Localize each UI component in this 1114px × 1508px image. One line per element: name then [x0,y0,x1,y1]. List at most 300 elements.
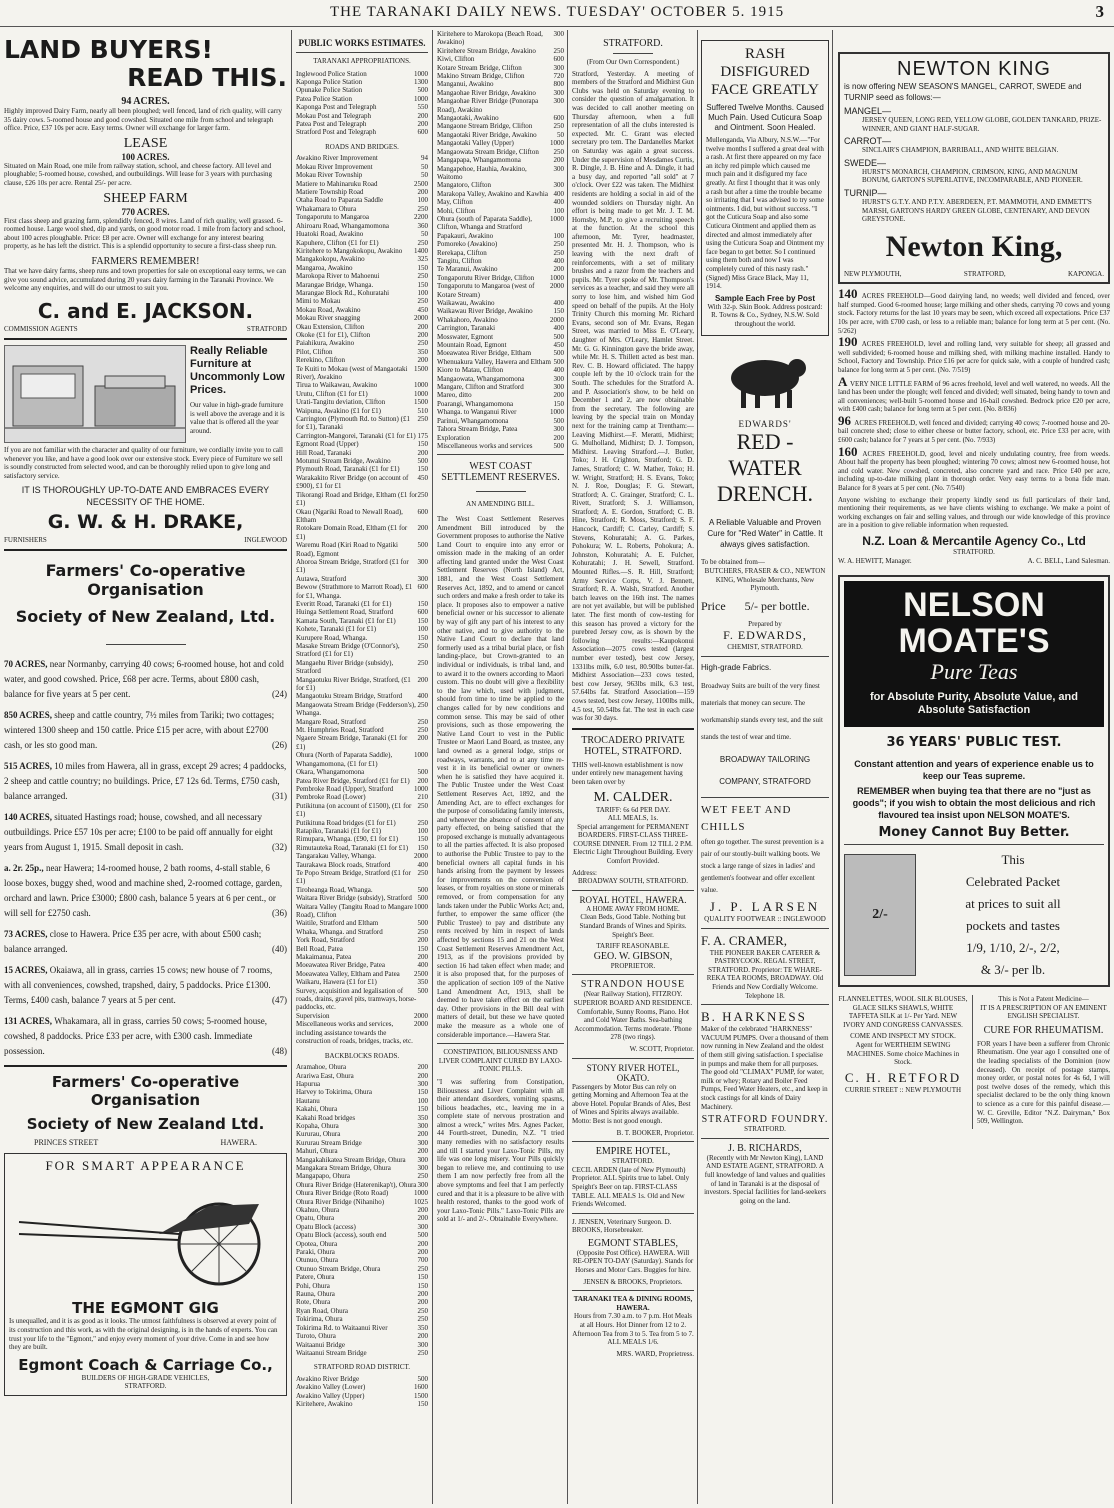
estimate-row [296,323,428,331]
estimate-row [296,289,428,297]
estimate-row [296,188,428,196]
estimate-row [296,247,428,255]
estimate-amount: 300 [553,181,564,190]
estimate-amount: 200 [417,1332,428,1341]
estimate-item: Mangapehoe, Hauhia, Awakino, Waitomo [437,164,527,181]
estimate-amount: 1000 [550,214,564,223]
estimate-item: Patea Post and Telegraph [296,120,367,129]
hewitt-name: W. A. HEWITT, Manager. [838,556,912,565]
carrot-label: CARROT— [844,136,891,147]
estimate-amount: 94 [421,154,428,163]
rheumatism-ad [977,995,1110,1129]
farm-listing [4,1014,287,1059]
drench-price [701,599,829,614]
farmers-coop-title: Farmers' Co-operative Organisation [45,560,246,599]
listing-head: 131 ACRES, [4,1015,55,1026]
estimate-amount: 350 [417,347,428,356]
estimate-item: Mangapapa, Whangamomona [437,156,521,165]
estimate-row [296,1172,428,1180]
estimate-item: Waikaru, Hawera (£1 for £1) [296,978,377,987]
estimate-item: Ohura River Bridge (Haterenikap't), Ohura [296,1180,417,1189]
estimate-item: Waipuna, Awakino (£1 for £1) [296,406,381,415]
column-rule [291,30,292,1504]
cow-icon [701,344,829,414]
taranaki-tea-text: Hours from 7.30 a.m. to 7 p.m. Hot Meals at all Hours. Hot Dinner from 12 to 2. Afternoon Tea from 3 to 5. Tea from 5 to 7. ALL MEALS 1/6. [572,1312,694,1347]
estimate-item: Kiwi, Clifton [437,55,475,64]
estimate-item: Mangatoro, Clifton [437,181,492,190]
estimate-amount: 300 [417,1079,428,1088]
estimate-row [437,425,564,433]
estimate-item: Opotea, Ohura [296,1239,338,1248]
estimate-amount: 250 [417,1348,428,1357]
estimate-amount: 200 [417,448,428,457]
estimate-amount: 200 [417,1147,428,1156]
estimate-row [437,257,564,265]
jackson-location: STRATFORD [246,324,287,333]
estimate-row [296,474,428,491]
newton-king-title: NEWTON KING [897,58,1051,80]
estimate-amount: 200 [417,1214,428,1223]
divider [701,656,829,657]
farmers-remember: FARMERS REMEMBER! [91,255,200,267]
estimate-row [296,365,428,382]
estimate-item: Mangakara Stream Bridge, Ohura [296,1163,391,1172]
royal-title: ROYAL HOTEL, HAWERA. [579,894,687,905]
estimate-item: Patea River Bridge, Stratford (£1 for £1) [296,776,410,785]
estimate-item: Motunui Stream Bridge, Awakino [296,457,391,466]
estimate-amount: 200 [417,330,428,339]
estimate-amount: 50 [421,230,428,239]
estimate-row [296,802,428,819]
egmont-coach-name: Egmont Coach & Carriage Co., [18,1355,273,1374]
listing-head: 73 ACRES, [4,928,50,939]
packet-line-2: Celebrated Packet [965,874,1061,889]
divider [4,549,287,551]
rash-headline-2: FACE GREATLY [711,82,819,98]
divider [701,928,829,929]
estimate-item: Parinui, Whangamomona [437,416,509,425]
estimate-row [437,358,564,366]
estimate-row [296,600,428,608]
estimate-amount: 250 [417,339,428,348]
estimate-amount: 100 [417,1096,428,1105]
estimate-amount: 100 [417,196,428,205]
estimate-item: Ryan Road, Ohura [296,1306,349,1315]
estimate-item: Miscellaneous works and services [437,441,533,450]
column-rule [697,30,698,1504]
builders-location: STRATFORD. [124,1382,167,1391]
estimate-item: Mangaotaki Valley (Upper) [437,139,514,148]
estimate-item: Hapurua [296,1079,321,1088]
estimate-item: Awakino Valley (Lower) [296,1383,366,1392]
estimate-amount: 150 [417,843,428,852]
estimate-item: Everitt Road, Taranaki (£1 for £1) [296,599,392,608]
estimate-amount: 200 [417,111,428,120]
bell-name: A. C. BELL, Land Salesman. [1027,556,1110,565]
estimate-item: Rotokare Domain Road, Eltham (£1 for £1) [296,524,408,541]
listing-text: ACRES FREEHOLD—Good dairying land, no weeds; well divided and fenced, over half stumped. Good 6-roomed house; large milking and other sheds, carrying 70 cows and young stock. Factory returns for the last 10 years may be seen, which exceed all expectations. Price £37 10s per acre, with £700 cash, or less to a reliable man; balance for long term at 5 per cent. [838,292,1110,326]
egmont-gig-ad [4,1153,287,1396]
estimate-row [437,47,564,55]
agent-text: Agent for WERTHEIM SEWING MACHINES. Some choice Machines in Stock. [846,1040,960,1067]
estimate-row [296,634,428,642]
estimate-amount: 50 [421,162,428,171]
estimate-item: Tongaporutu to Mangaroa [296,213,369,222]
estimate-item: Mangaohae River Bridge (Ponorapa Road), Awakino [437,97,539,114]
estimate-amount: 800 [553,80,564,89]
estimate-row [296,676,428,693]
furniture-side-text: Our value in high-grade furniture is well above the average and it is value that is offered all the year around. [190,401,285,435]
egmont-stables-ad [572,1218,694,1287]
estimate-item: Mangakokopu, Awakino [296,255,365,264]
listing-text: ACRES FREEHOLD, level and rolling land, very suitable for sheep; all grassed and well subdivided; 6-roomed house and milking shed, with milking machine installed. Handy to School, Factory and Township. Price £16 per acre for quick sale, with a couple of hundred cash; balance for long term at 5 per cent. [838,340,1110,374]
estimate-amount: 200 [417,188,428,197]
estimate-amount: 300 [553,425,564,434]
prescription-label: IT IS A PRESCRIPTION OF AN EMINENT ENGLISH SPECIALIST. [980,1003,1107,1021]
estimate-row [296,692,428,700]
estimate-item: Mangaone Stream Bridge, Clifton [437,122,533,131]
harkness-ad [701,1009,829,1134]
estimate-row [296,222,428,230]
estimate-amount: 1000 [414,784,428,793]
estimate-amount: 600 [417,128,428,137]
estimate-amount: 2000 [414,1011,428,1020]
estimate-amount: 500 [553,441,564,450]
estimate-item: Mangaotuku River Bridge, Stratford, (£1 for £1) [296,675,411,693]
estimate-item: Whanga. to Wanganui River [437,408,517,417]
estimate-amount: 200 [553,391,564,400]
drake-furnishers: FURNISHERS [4,535,47,544]
wet-feet-heading: WET FEET AND CHILLS [701,804,792,834]
estimate-row [296,1341,428,1349]
gibson-name: GEO. W. GIBSON, [593,950,673,962]
estimate-row [296,1256,428,1264]
estimate-amount: 2500 [414,179,428,188]
richards-ad [701,1143,829,1206]
coop2-footer [4,1139,287,1147]
estimate-row [296,171,428,179]
estimate-row [437,198,564,206]
estimate-item: Waitaanui Stream Bridge [296,1348,367,1357]
read-this-headline: READ THIS. [127,63,287,92]
farm-listing [4,708,287,753]
estimate-item: Kiritehere to Marokopa (Beach Road, Awakino) [437,30,543,47]
swede-label: SWEDE— [844,157,887,168]
estimate-amount: 350 [417,978,428,987]
estimate-item: Moeawatea River Bridge, Eltham [437,349,532,358]
divider [572,1213,694,1214]
estimate-item: Rauna, Ohura [296,1290,335,1299]
public-test: 36 YEARS' PUBLIC TEST. [886,735,1062,750]
estimate-row [296,281,428,289]
nz-loan-location: STRATFORD. [953,548,995,556]
estimate-amount: 1500 [414,364,428,373]
estimate-amount: 1000 [414,94,428,103]
packet-text [922,849,1104,981]
divider [572,1058,694,1059]
estimate-row [296,861,428,869]
listing-text: situated Hastings road; house, cowshed, and all necessary outbuildings. Price £57 10s per acre; £100 to be paid off annually for eight years from August 1, 1915. Small deposit in cash. [4,811,273,852]
estimate-row [437,333,564,341]
estimate-item: Pembroke Road (Lower) [296,793,366,802]
listing-head: 140 ACRES, [4,811,55,822]
estimate-row [296,583,428,600]
packet-line-6: & 3/- per lb. [980,962,1046,977]
estimate-amount: 500 [553,332,564,341]
estimate-row [437,55,564,63]
estimate-item: Ohura River Bridge (Nihaniho) [296,1197,385,1206]
estimate-item: Exploration [437,433,471,442]
larsen-ad [701,802,829,924]
estimate-item: Huatoki Road, Awakino [296,230,364,239]
estimate-item: Te Popo Stream Bridge, Stratford (£1 for £1) [296,868,411,886]
royal-hotel-ad [572,895,694,971]
estimate-amount: 200 [417,1239,428,1248]
estimate-item: Waitile, Stratford and Eltham [296,919,379,928]
estimate-row [437,316,564,324]
pure-teas: Pure Teas [930,659,1018,684]
estimate-row [437,156,564,164]
estimate-row [296,785,428,793]
land-buyers-ad [4,36,287,333]
listing-number: (No. 7/519) [937,365,971,374]
estimate-item: Carrington (Plymouth Rd. to Sutton) (£1 for £1), Taranaki [296,415,410,432]
estimate-item: Mt. Humphries Road, Stratford [296,726,384,735]
estimate-item: Mimi to Mokau [296,297,341,306]
estimate-item: Warakakito River Bridge (on account of £900), £1 for £1 [296,473,409,491]
estimate-row [437,80,564,88]
estimate-amount: 300 [417,574,428,583]
estimate-item: Tangarakau Valley, Whanga. [296,852,377,861]
tailoring-name: BROADWAY TAILORING COMPANY, STRATFORD [719,755,811,787]
estimate-item: Rerekino, Clifton [296,356,345,365]
estimate-row [296,987,428,1012]
farm-listing [4,657,287,702]
estimate-amount: 1000 [414,381,428,390]
estimate-amount: 100 [553,206,564,215]
estimate-amount: 150 [553,399,564,408]
estimate-amount: 200 [417,675,428,684]
estimate-row [296,205,428,213]
estimate-amount: 300 [417,557,428,566]
estimate-item: Mohi, Clifton [437,206,476,215]
estimate-item: Mangare Road, Stratford [296,717,366,726]
estimate-item: Mangaotaki River Bridge, Awakino [437,130,537,139]
estimate-item: Kakahi Road bridges [296,1113,356,1122]
estimate-row [437,131,564,139]
nelson-moate-banner [844,581,1104,727]
estimate-item: Mangaohae River Bridge, Awakino [437,88,536,97]
estimate-item: Kaponga Post and Telegraph [296,103,377,112]
estimate-row [296,1097,428,1105]
turnip-text: HURST'S G.T.Y. AND P.T.Y. ABERDEEN, P.T. MAMMOTH, AND EMMETT'S MARSH, GARTON'S HARDY GREEN GLOBE, CENTENARY, AND DEVON GREYSTONE. [862,197,1092,224]
estimate-item: Manganui, Awakino [437,80,494,89]
estimate-row [437,148,564,156]
district-heading: STRATFORD ROAD DISTRICT. [313,1363,411,1372]
divider [701,1004,829,1005]
moate-remember: REMEMBER when buying tea that there are no "just as goods"; if you wish to obtain the most delicious and rich flavoured tea insist upon NELSON MOATE'S. [852,786,1096,820]
masthead [0,0,1114,27]
estimate-row [296,894,428,902]
estimate-row [296,1324,428,1332]
estimate-amount: 250 [417,818,428,827]
stony-title: STONY RIVER HOTEL, OKATO. [586,1062,680,1083]
estimate-row [296,558,428,575]
furniture-image [4,345,186,443]
estimate-item: Ohura River Bridge (Roto Road) [296,1189,389,1198]
edwards-label: EDWARDS' [738,419,792,430]
listing-head: 160 [838,443,863,459]
estimate-amount: 100 [417,288,428,297]
estimate-amount: 200 [417,1298,428,1307]
estimate-row [437,324,564,332]
estimate-item: Whakahoro, Awakino [437,315,498,324]
furniture-caps: IT IS THOROUGHLY UP-TO-DATE AND EMBRACES EVERY NECESSITY OF THE HOME. [21,484,270,507]
drench-headline: DRENCH. [717,481,813,507]
estimate-amount: 2500 [414,969,428,978]
royal-text: Clean Beds, Good Table. Nothing but Standard Brands of Wines and Spirits. Speight's Beer. [579,913,687,939]
estimate-item: Otunuo, Ohura [296,1256,338,1265]
estimate-amount: 250 [417,801,428,810]
roads-list [296,154,428,1045]
estimate-amount: 400 [553,299,564,307]
rash-sub: Suffered Twelve Months. Caused Much Pain. Used Cuticura Soap and Ointment. Soon Healed. [706,103,824,132]
estimate-item: Kururau Stream Bridge [296,1138,362,1147]
estimate-amount: 450 [417,305,428,314]
estimate-item: Patea Police Station [296,94,352,103]
estimate-amount: 500 [417,541,428,550]
estimate-item: Ratapiko, Taranaki (£1 for £1) [296,826,382,835]
estimate-row [437,417,564,425]
estimate-amount: 400 [553,366,564,375]
column-3 [437,30,564,1505]
estimate-amount: 1500 [414,1391,428,1400]
estimate-row [296,348,428,356]
estimate-row [296,768,428,776]
listing-head: 70 ACRES, [4,658,50,669]
nelson-moate-ad [838,575,1110,987]
estimate-row [437,375,564,383]
estimate-amount: 400 [553,189,564,198]
estimate-item: Pomoreko (Awakino) [437,240,498,249]
trocadero-ad [572,735,694,886]
estimate-amount: 250 [417,415,428,424]
estimate-row [296,112,428,120]
estimate-amount: 150 [417,835,428,844]
estimate-row [296,777,428,785]
estimate-item: Kiritehere Stream Bridge, Awakino [437,46,536,55]
estimate-row [437,30,564,47]
strandon-ad [572,979,694,1053]
estimate-item: Marokopa River to Mahoenui [296,272,380,281]
estimate-row [296,196,428,204]
estimate-item: Waitara Valley (Tangitu Road to Mangare Road), Clifton [296,902,413,919]
listing-head: 515 ACRES, [4,760,55,771]
sheep-acres: 770 ACRES. [121,206,170,217]
estimate-item: Kopaha, Ohura [296,1121,339,1130]
estimate-amount: 300 [553,30,564,38]
estimate-amount: 360 [417,221,428,230]
estimate-item: Urati-Tangitu deviation, Clifton [296,398,386,407]
wcs-text: The West Coast Settlement Reserves Amendment Bill introduced by the Government proposes to authorise the Native Land Court to enquire into any error or omission made in the making of an order affecting land granted under the West Coast Settlement Reserves (North Island) Act, 1881, and the West Coast Settlement Reserves Act, 1892, and to amend or cancel such orders and make a fresh order to take its place. It proposes also to empower a native beneficial owner or his successor to alienate by way of gift any part of his interest to any other native, and to give authority to the Native Land Court to declare that land formerly used as a tribal burial place, or fish landing-place, but Crown-granted to an individual or individuals, is tribal land, and to award it to the owners according to Maori custom. This no doubt will give a flexibility to the law which, used with judgment, should from time to time be applied to the changes called for by new conditions and common sense. This may be said of other provisions, such as those empowering the Native Land Court to vest in the Public Trustee or Maori Land Board, as trustee, any land owned as a general lodge, strips or roadways, warrants, and to at any time re-vest it in its beneficial owner or owners when he is satisfied they have acquired it. The Public Trustee under the West Coast Settlement Reserves Act, 1892, and the Amending Act, are to effect exchanges for the purpose of consolidating family interests, and whenever the absence of consent of any party effected, on being satisfied that the proposed exchange is mutually advantageous to all the parties affected. It is also proposed to authorise the Public Trustee to pay to the beneficial owners all capital funds in his hands arising from the payment by lessees for improvements on the conversion of leases, or from royalties on stone or minerals removed, or from compensation for any lands taken under the Public Works Act; and, further, to empower the same officer (the Public Trustee) to pay and distribute any rents received by him in respect of lands affected by sections 15 and 21 on the West Coast Settlement Reserves Amendment Act, 1913, as if the provisions provided by section 16 had taken effect when made; and it is also proposed that, for the purposes of the application of section 109 of the Native Land Amendment Act, 1913, shall be deemed to have taken effect on the earliest day. Other provisions in the Bill deal with matters of detail, but these we have quoted make the measure as a whole one of considerable importance.—Hawera Star. [437,514,564,1039]
estimate-item: Mokau Post and Telegraph [296,111,372,120]
estimate-row [296,970,428,978]
estimate-item: Ohura (south of Paparata Saddle), Clifton, Whanga and Stratford [437,214,533,232]
cramer-text: THE PIONEER BAKER CATERER & PASTRYCOOK. REGAL STREET, STRATFORD. Proprietor: TE WHARE-REKA TEA ROOMS, BROADWAY. Old Friends and New Cordially Welcome. Telephone 18. [706,948,824,1000]
larsen-name: J. P. LARSEN [709,899,821,915]
estimate-item: Opunake Police Station [296,86,363,95]
estimate-item: Poarangi, Whangamomona [437,399,514,408]
nz-loan-listings [838,286,1110,493]
estimate-item: Moeawatea River Bridge, Patea [296,961,386,970]
listing-text: sheep and cattle country, 7½ miles from Tariki; two cottages; wintered 1300 sheep and 150 cattle. Price £15 per acre, with about £2700 cash, or les sto good man. [4,709,275,750]
estimate-row [296,1072,428,1080]
newton-king-ad [838,52,1110,284]
estimate-row [437,400,564,408]
listing-head: 15 ACRES, [4,964,50,975]
mangel-text: JERSEY QUEEN, LONG RED, YELLOW GLOBE, GOLDEN TANKARD, PRIZE-WINNER, AND GIANT HALF-SUGAR. [862,116,1102,133]
estimate-amount: 2000 [414,852,428,861]
jackson-footer [4,325,287,333]
column-2 [296,30,428,1505]
estimate-row [296,398,428,406]
sheep-title: SHEEP FARM [103,190,188,206]
estimate-row [296,1265,428,1273]
estimate-amount: 200 [553,265,564,274]
estimate-amount: 1000 [414,902,428,911]
drake-furniture-ad [4,345,287,544]
estimate-amount: 400 [553,198,564,207]
public-works-title: PUBLIC WORKS ESTIMATES. [298,38,426,48]
stratford-news: Stratford, Yesterday. A meeting of members of the Stratford and Midhirst Gun Clubs was held on Saturday evening to consider the question of amalgamation. It was decided to call another meeting on Thursday afternoon, when a full representation of all the clubs interested is expected. Mr. C. Grant was elected secretary pro tem. The Dardanelles Market on Saturday was again a great success. Under the supervision of Mesdames Curtis, R. Dingle, J. B. Hine and A. Dingle, it had a busy day, and reported "all sold" at 7 o'clock. Over £22 was taken. The Midhirst residents are holding a social in aid of the wounded soldiers on Thursday night. An effort is being made to get Mr. J. T. M. Hornsby, M.P., to give a recruiting speech at the function. At the school this afternoon, Mr. Tyrer, headmaster, presented Mr. H. J. Thompson, who is leaving with the next draft of reinforcements, with a set of military brushes and a razor from the teachers and pupils. Mr. Tyrer spoke of Mr. Thompson's services as a teacher, and said they were all sorry to lose him, and wished him God speed on behalf of the pupils. At the Holy Trinity Church this morning Mr. Richard Evans, second son of Mr. Evans, Regan Street, was married to Miss E. O'Leary, daughter of Mrs. O'Leary, Hamlet Street. Mr. G. G. Kinnington gave the bride away, while Mr. H. S. Thillett acted as best man. Rev. C. B. Howard officiated. The happy couple left by the 10 o'clock train for the South. The schedules for the Stratford A. and P. Association's show, to be held on December 1 and 2, are now obtainable from the secretary. The following are leaving by the special train on Monday next for the training camp at Trentham:— Leaving Midhirst.—F. Meratti, Midhirst; G. Mulholland, Midhirst; D. J. Tompson, Midhirst. Leaving Stratford.—J. Butler, Toko; J. H. Crighton, Stratford; G. D. James, Stratford; C. W. Mather, Toko; H. W. Wright, Stratford; H. S. Evans, Toko; N. J. Roe, Douglas; F. G. Stewart, Stratford; A. C. Grainger, Stratford; C. L. Rivett, Stratford; S. J. Williamson, Stratford; A. E. Gordon, Stratford; C. B. Hine, Stratford; R. Moss, Stratford; S. F. Hancock, Cardiff; C. Carley, Cardiff; S. Stevens, Kohuratahi; A. G. Parkes, Pohokura; W. L. Roberts, Pohokura; A. Johnston, Kohuratahi; A. E. Fulcher, Kohuratahi; J. H. Sewell, Stratford. Mounted Rifles.—S. R. Hill, Stratford; Army Service Corps, V. J. Bennett, Stratford; R. A. Walsh, Stratford. Another batch leaves on the 16th inst. The names are not yet available, but will be published later. The first month of cow-testing for this season has proved a victory for the purebred Jersey cow, as is shown by the following results:—Kaupokonui Association—2075 cows tested (largest number ever tested), best cow Jersey, 1331lbs milk, 6.0 test, 80.90lbs butter-fat. Midhirst Association—233 cows tested, best cow Jersey, 963lbs milk, 6.3 test, 57.64lbs fat. Stratford Association—159 cows tested, best cow Jersey, 1100lbs milk, 4.5 test, 50.54lbs fat. The test in each case was for 30 days. [572,69,694,723]
farmers-coop-ad-2 [4,1073,287,1147]
estimate-row [296,1392,428,1400]
estimate-item: Hautanu [296,1096,320,1105]
estimate-amount: 450 [553,341,564,350]
estimate-row [296,1156,428,1164]
retford-name: C. H. RETFORD [844,1069,962,1085]
estimate-amount: 1000 [414,751,428,760]
column-1 [4,30,287,1505]
estimate-row [296,331,428,339]
estimate-amount: 200 [417,1063,428,1072]
stony-text: Passengers by Motor Bus can rely on getting Morning and Afternoon Tea at the above Hotel. Popular Brands of Ales, Best of Wines and Spirits always available. Motto: Best is not good enough. [572,1082,691,1125]
estimate-amount: 250 [417,642,428,650]
estimate-amount: 500 [417,1374,428,1383]
estimate-item: Taurakawa Block roads, Stratford [296,860,391,869]
estimate-amount: 200 [553,156,564,165]
estimate-item: Tahora Stream Bridge, Patea [437,425,518,434]
estimate-amount: 600 [417,608,428,617]
estimate-row [296,508,428,525]
estimate-item: Patere, Ohura [296,1273,335,1282]
estimate-item: Bewow (Strathmore to Marrott Road), £1 for £1, Whanga. [296,583,413,600]
listing-number: (No. 5/262) [838,317,1110,335]
divider [4,338,287,340]
estimate-item: Turoto, Ohura [296,1332,336,1341]
wcs-subtitle: AN AMENDING BILL. [466,500,535,509]
estimate-row [437,114,564,122]
constipation-text: "I was suffering from Constipation, Biliousness and Liver Complaint with all their attendant disorders, vomiting spasms, bilious headaches, etc., leaving me in a complete state of nervous prostration and almost a wreck," writes Mrs. Agnes Packer, 44 Fourth-street, Dunedin, N.Z. "I tried many remedies with no satisfactory results and till I started your Laxo-Tonic Pills, my life was one long misery. Your Pills quickly began to relieve me, and continuing to use them I am now perfectly free from all the above symptoms and feel that I am perfectly cured and that it is a pleasure to be alive with health restored, thanks to the good work of your Laxo-Tonic Pills." Laxo-Tonic Pills are sold at 1/- and 2/-. Obtainable Everywhere. [437,1077,564,1224]
listing-number: (48) [272,1045,287,1056]
estimate-row [296,1282,428,1290]
estimate-amount: 150 [417,1400,428,1409]
estimate-row [296,978,428,986]
estimate-amount: 250 [417,868,428,877]
listing-text: 10 miles from Hawera, all in grass, except 29 acres; 4 paddocks, 2 sheep and cattle country; no buildings. Price, £7 12s 6d. Terms, £750 cash, balance arranged. [4,760,287,801]
estimate-item: Mangaowata, Whangamomona [437,374,525,383]
estimate-row [296,457,428,465]
